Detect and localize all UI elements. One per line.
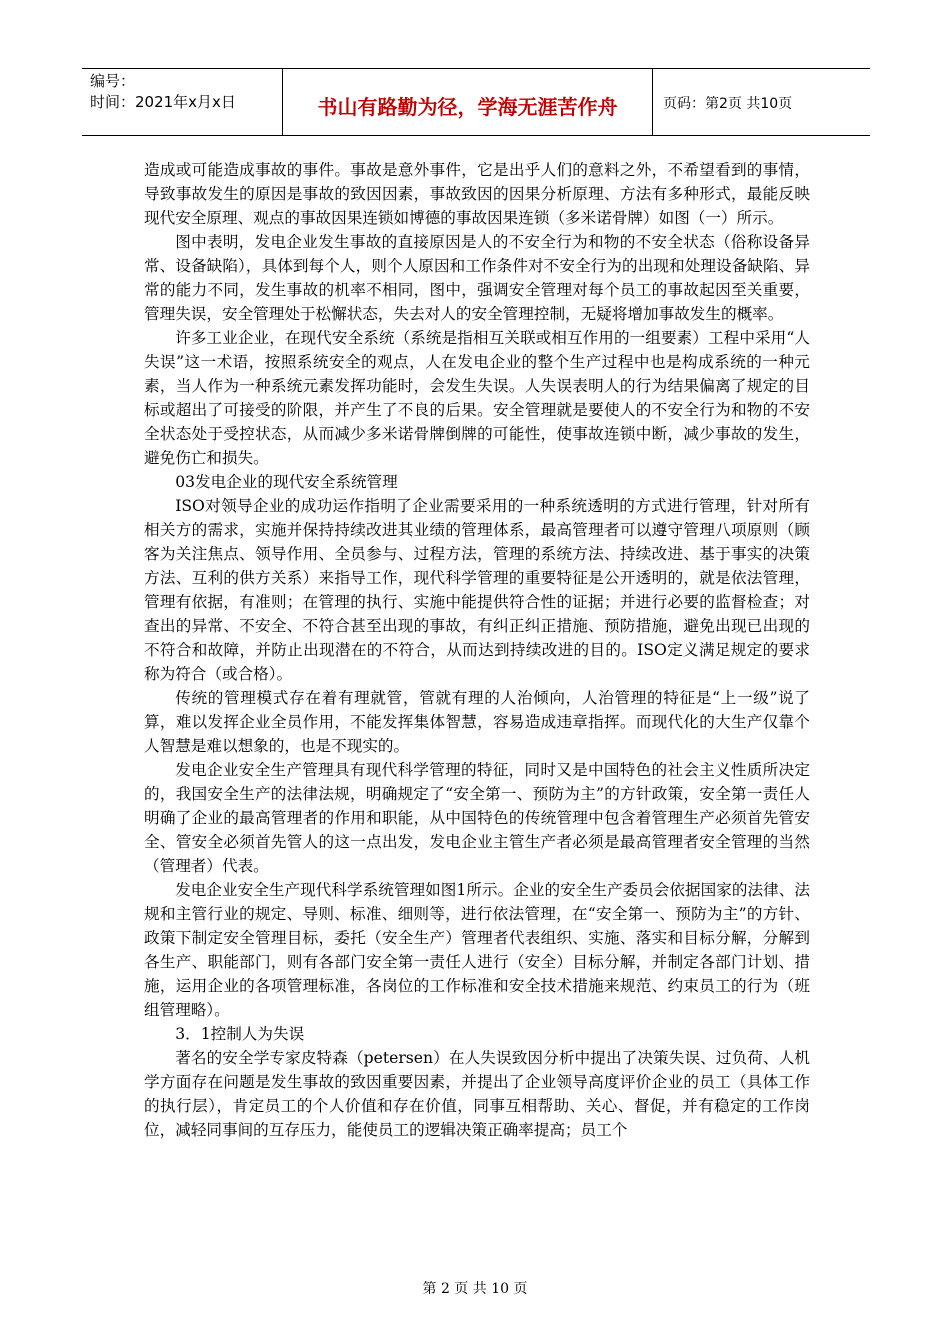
paragraph: ISO对领导企业的成功运作指明了企业需要采用的一种系统透明的方式进行管理，针对所有相关方的需求，实施并保持持续改进其业绩的管理体系，最高管理者可以遵守管理八项原则（顾客为关注焦点、领导作用、全员参与、过程方法，管理的系统方法、持续改进、基于事实的决策方法、互利的供方关系）来指导工作，现代科学管理的重要特征是公开透明的，就是依法管理，管理有依据，有准则；在管理的执行、实施中能提供符合性的证据；并进行必要的监督检查；对查出的异常、不安全、不符合甚至出现的事故，有纠正纠正措施、预防措施，避免出现已出现的不符合和故障，并防止出现潜在的不符合，从而达到持续改进的目的。ISO定义满足规定的要求称为符合（或合格）。 xyxy=(144,497,810,683)
paragraph: 著名的安全学专家皮特森（petersen）在人失误致因分析中提出了决策失误、过负荷、人机学方面存在问题是发生事故的致因重要因素，并提出了企业领导高度评价企业的员工（具体工作的执行层），肯定员工的个人价值和存在价值，同事互相帮助、关心、督促，并有稳定的工作岗位，减轻同事间的互存压力，能使员工的逻辑决策正确率提高；员工个 xyxy=(144,1049,810,1139)
header-page-info: 页码：第2页 共10页 xyxy=(663,96,793,112)
paragraph: 发电企业安全生产现代科学系统管理如图1所示。企业的安全生产委员会依据国家的法律、法规和主管行业的规定、导则、标准、细则等，进行依法管理，在“安全第一、预防为主”的方针、政策下制定安全管理目标，委托（安全生产）管理者代表组织、实施、落实和目标分解，分解到各生产、职能部门，则有各部门安全第一责任人进行（安全）目标分解，并制定各部门计划、措施，运用企业的各项管理标准，各岗位的工作标准和安全技术措施来规范、约束员工的行为（班组管理略）。 xyxy=(144,881,810,1019)
paragraph: 传统的管理模式存在着有理就管，管就有理的人治倾向，人治管理的特征是“上一级”说了算，难以发挥企业全员作用，不能发挥集体智慧，容易造成违章指挥。而现代化的大生产仅靠个人智慧是难以想象的，也是不现实的。 xyxy=(144,689,810,755)
page-footer: 第 2 页 共 10 页 xyxy=(422,1281,528,1297)
number-label: 编号： xyxy=(90,72,136,90)
header-motto: 书山有路勤为径，学海无涯苦作舟 xyxy=(283,69,653,135)
paragraph: 图中表明，发电企业发生事故的直接原因是人的不安全行为和物的不安全状态（俗称设备异常、设备缺陷），具体到每个人，则个人原因和工作条件对不安全行为的出现和处理设备缺陷、异常的能力不同，发生事故的机率不相同，图中，强调安全管理对每个员工的事故起因至关重要，管理失误，安全管理处于松懈状态，失去对人的安全管理控制，无疑将增加事故发生的概率。 xyxy=(144,233,810,323)
paragraph: 发电企业安全生产管理具有现代科学管理的特征，同时又是中国特色的社会主义性质所决定的，我国安全生产的法律法规，明确规定了“安全第一、预防为主”的方针政策，安全第一责任人明确了企业的最高管理者的作用和职能，从中国特色的传统管理中包含着管理生产必须首先管安全、管安全必须首先管人的这一点出发，发电企业主管生产者必须是最高管理者安全管理的当然（管理者）代表。 xyxy=(144,761,810,875)
paragraph: 许多工业企业，在现代安全系统（系统是指相互关联或相互作用的一组要素）工程中采用“人失误”这一术语，按照系统安全的观点，人在发电企业的整个生产过程中也是构成系统的一种元素，当人作为一种系统元素发挥功能时，会发生失误。人失误表明人的行为结果偏离了规定的目标或超出了可接受的阶限，并产生了不良的后果。安全管理就是要使人的不安全行为和物的不安全状态处于受控状态，从而减少多米诺骨牌倒牌的可能性，使事故连锁中断，减少事故的发生，避免伤亡和损失。 xyxy=(144,329,810,467)
document-body xyxy=(144,158,810,1142)
paragraph: 造成或可能造成事故的事件。事故是意外事件，它是出乎人们的意料之外，不希望看到的事情，导致事故发生的原因是事故的致因因素，事故致因的因果分析原理、方法有多种形式，最能反映现代安全原理、观点的事故因果连锁如博德的事故因果连锁（多米诺骨牌）如图（一）所示。 xyxy=(144,161,810,227)
paragraph: 3．1控制人为失误 xyxy=(175,1025,305,1043)
paragraph: 03发电企业的现代安全系统管理 xyxy=(175,473,398,491)
header-table xyxy=(82,68,870,136)
header-meta xyxy=(82,69,283,135)
time-label: 时间：2021年x月x日 xyxy=(90,93,236,111)
